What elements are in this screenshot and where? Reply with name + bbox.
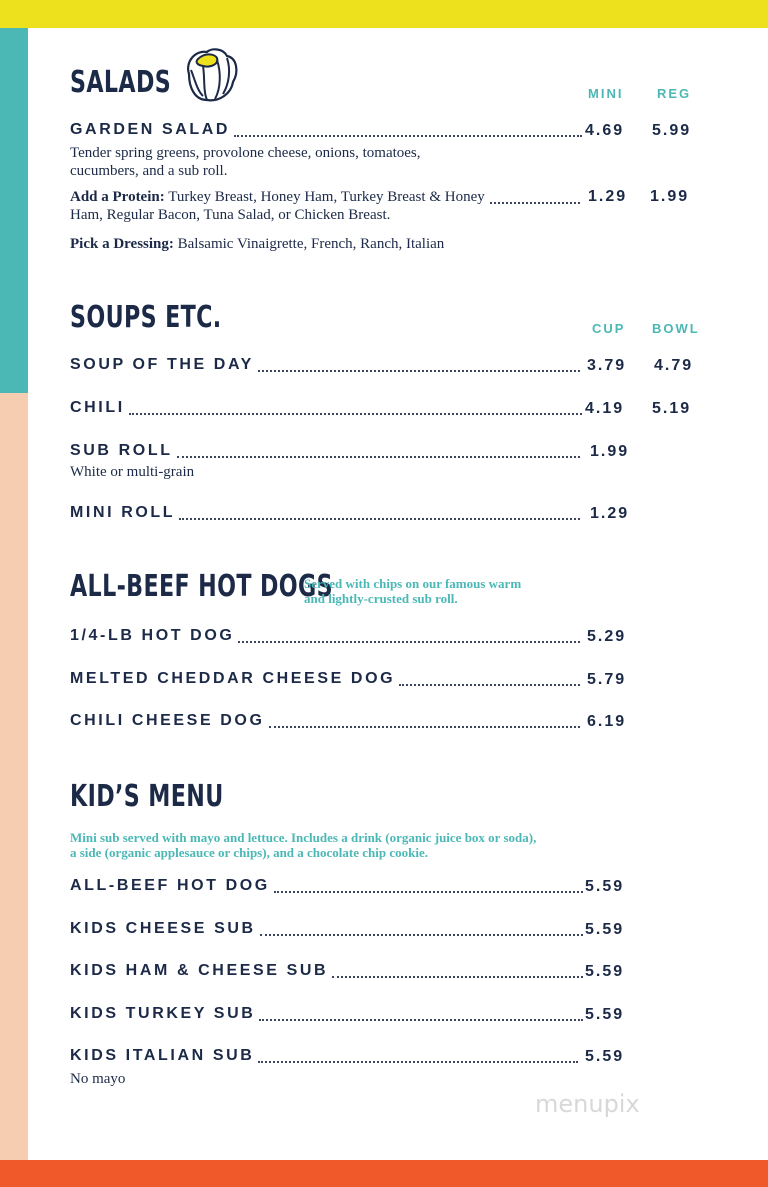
price: 5.59 bbox=[585, 878, 625, 895]
salads-heading: SALADS bbox=[70, 65, 172, 100]
price: 5.79 bbox=[587, 671, 627, 688]
item-name: 1/4-LB HOT DOG bbox=[70, 627, 235, 644]
item-name: CHILI CHEESE DOG bbox=[70, 712, 265, 729]
left-teal-bar bbox=[0, 28, 28, 393]
price-mini: 1.29 bbox=[588, 188, 628, 205]
menu-item-kids-ham-cheese-sub bbox=[70, 962, 583, 982]
dot-leader bbox=[129, 413, 582, 415]
dot-leader bbox=[258, 1061, 578, 1063]
add-protein-text bbox=[70, 188, 500, 224]
dot-leader bbox=[490, 202, 580, 204]
menu-item-chili bbox=[70, 399, 582, 419]
dot-leader bbox=[238, 641, 580, 643]
item-name: KIDS CHEESE SUB bbox=[70, 920, 256, 937]
menu-item-soup-of-the-day bbox=[70, 356, 580, 376]
menu-item-quarter-lb-hot-dog bbox=[70, 627, 580, 647]
pick-dressing-options: Balsamic Vinaigrette, French, Ranch, Italian bbox=[177, 236, 445, 252]
add-protein-label: Add a Protein: bbox=[70, 189, 165, 205]
item-name: GARDEN SALAD bbox=[70, 121, 231, 138]
menu-item-kids-italian-sub bbox=[70, 1047, 578, 1067]
add-protein-options: Turkey Breast, Honey Ham, Turkey Breast & Honey Ham, Regular Bacon, Tuna Salad, or Chicken Breast. bbox=[70, 189, 485, 223]
item-name: ALL-BEEF HOT DOG bbox=[70, 877, 270, 894]
item-name: CHILI bbox=[70, 399, 125, 416]
lettuce-icon bbox=[181, 44, 241, 104]
price: 5.59 bbox=[585, 1048, 625, 1065]
soups-col-bowl: BOWL bbox=[652, 321, 700, 336]
menu-item-mini-roll bbox=[70, 504, 580, 524]
bottom-color-bar bbox=[0, 1160, 768, 1187]
item-name: MELTED CHEDDAR CHEESE DOG bbox=[70, 670, 396, 687]
salads-col-mini: MINI bbox=[588, 86, 624, 101]
item-name: SOUP OF THE DAY bbox=[70, 356, 254, 373]
pick-dressing-label: Pick a Dressing: bbox=[70, 236, 174, 252]
menu-item-kids-cheese-sub bbox=[70, 920, 583, 940]
dot-leader bbox=[260, 934, 583, 936]
menu-item-garden-salad bbox=[70, 121, 582, 141]
item-description: Tender spring greens, provolone cheese, onions, tomatoes, cucumbers, and a sub roll. bbox=[70, 145, 421, 179]
price-cup: 3.79 bbox=[587, 357, 627, 374]
price: 5.59 bbox=[585, 963, 625, 980]
item-name: MINI ROLL bbox=[70, 504, 176, 521]
hotdogs-heading: ALL-BEEF HOT DOGS bbox=[70, 569, 333, 604]
soups-heading: SOUPS ETC. bbox=[70, 300, 222, 335]
price: 1.99 bbox=[590, 443, 630, 460]
dot-leader bbox=[332, 976, 583, 978]
dot-leader bbox=[259, 1019, 583, 1021]
price-reg: 1.99 bbox=[650, 188, 690, 205]
left-peach-bar bbox=[0, 393, 28, 1160]
price-reg: 5.99 bbox=[652, 122, 692, 139]
price: 5.59 bbox=[585, 1006, 625, 1023]
price-bowl: 5.19 bbox=[652, 400, 692, 417]
item-name: SUB ROLL bbox=[70, 442, 173, 459]
hotdogs-note: Served with chips on our famous warm and lightly-crusted sub roll. bbox=[304, 576, 522, 606]
dot-leader bbox=[399, 684, 580, 686]
top-color-bar bbox=[0, 0, 768, 28]
item-name: KIDS HAM & CHEESE SUB bbox=[70, 962, 329, 979]
menu-item-melted-cheddar-cheese-dog bbox=[70, 670, 580, 690]
salads-col-reg: REG bbox=[657, 86, 692, 101]
menu-item-sub-roll bbox=[70, 442, 580, 462]
menu-item-chili-cheese-dog bbox=[70, 712, 580, 732]
dot-leader bbox=[274, 891, 583, 893]
dot-leader bbox=[258, 370, 580, 372]
soups-col-cup: CUP bbox=[592, 321, 626, 336]
price-mini: 4.69 bbox=[585, 122, 625, 139]
price: 6.19 bbox=[587, 713, 627, 730]
item-name: KIDS TURKEY SUB bbox=[70, 1005, 256, 1022]
item-description: White or multi-grain bbox=[70, 464, 195, 480]
item-description: No mayo bbox=[70, 1071, 126, 1087]
pick-dressing-text bbox=[70, 235, 590, 253]
dot-leader bbox=[179, 518, 580, 520]
price: 1.29 bbox=[590, 505, 630, 522]
watermark-logo: menupix bbox=[535, 1090, 640, 1118]
kids-note: Mini sub served with mayo and lettuce. Includes a drink (organic juice box or soda), a side (organic applesauce or chips), and a chocolate chip cookie. bbox=[70, 830, 537, 860]
kids-heading: KID’S MENU bbox=[70, 779, 224, 814]
menu-item-kids-turkey-sub bbox=[70, 1005, 583, 1025]
menu-item-kids-hot-dog bbox=[70, 877, 583, 897]
dot-leader bbox=[177, 456, 580, 458]
dot-leader bbox=[269, 726, 580, 728]
price-bowl: 4.79 bbox=[654, 357, 694, 374]
price-cup: 4.19 bbox=[585, 400, 625, 417]
item-name: KIDS ITALIAN SUB bbox=[70, 1047, 255, 1064]
price: 5.29 bbox=[587, 628, 627, 645]
dot-leader bbox=[234, 135, 582, 137]
price: 5.59 bbox=[585, 921, 625, 938]
